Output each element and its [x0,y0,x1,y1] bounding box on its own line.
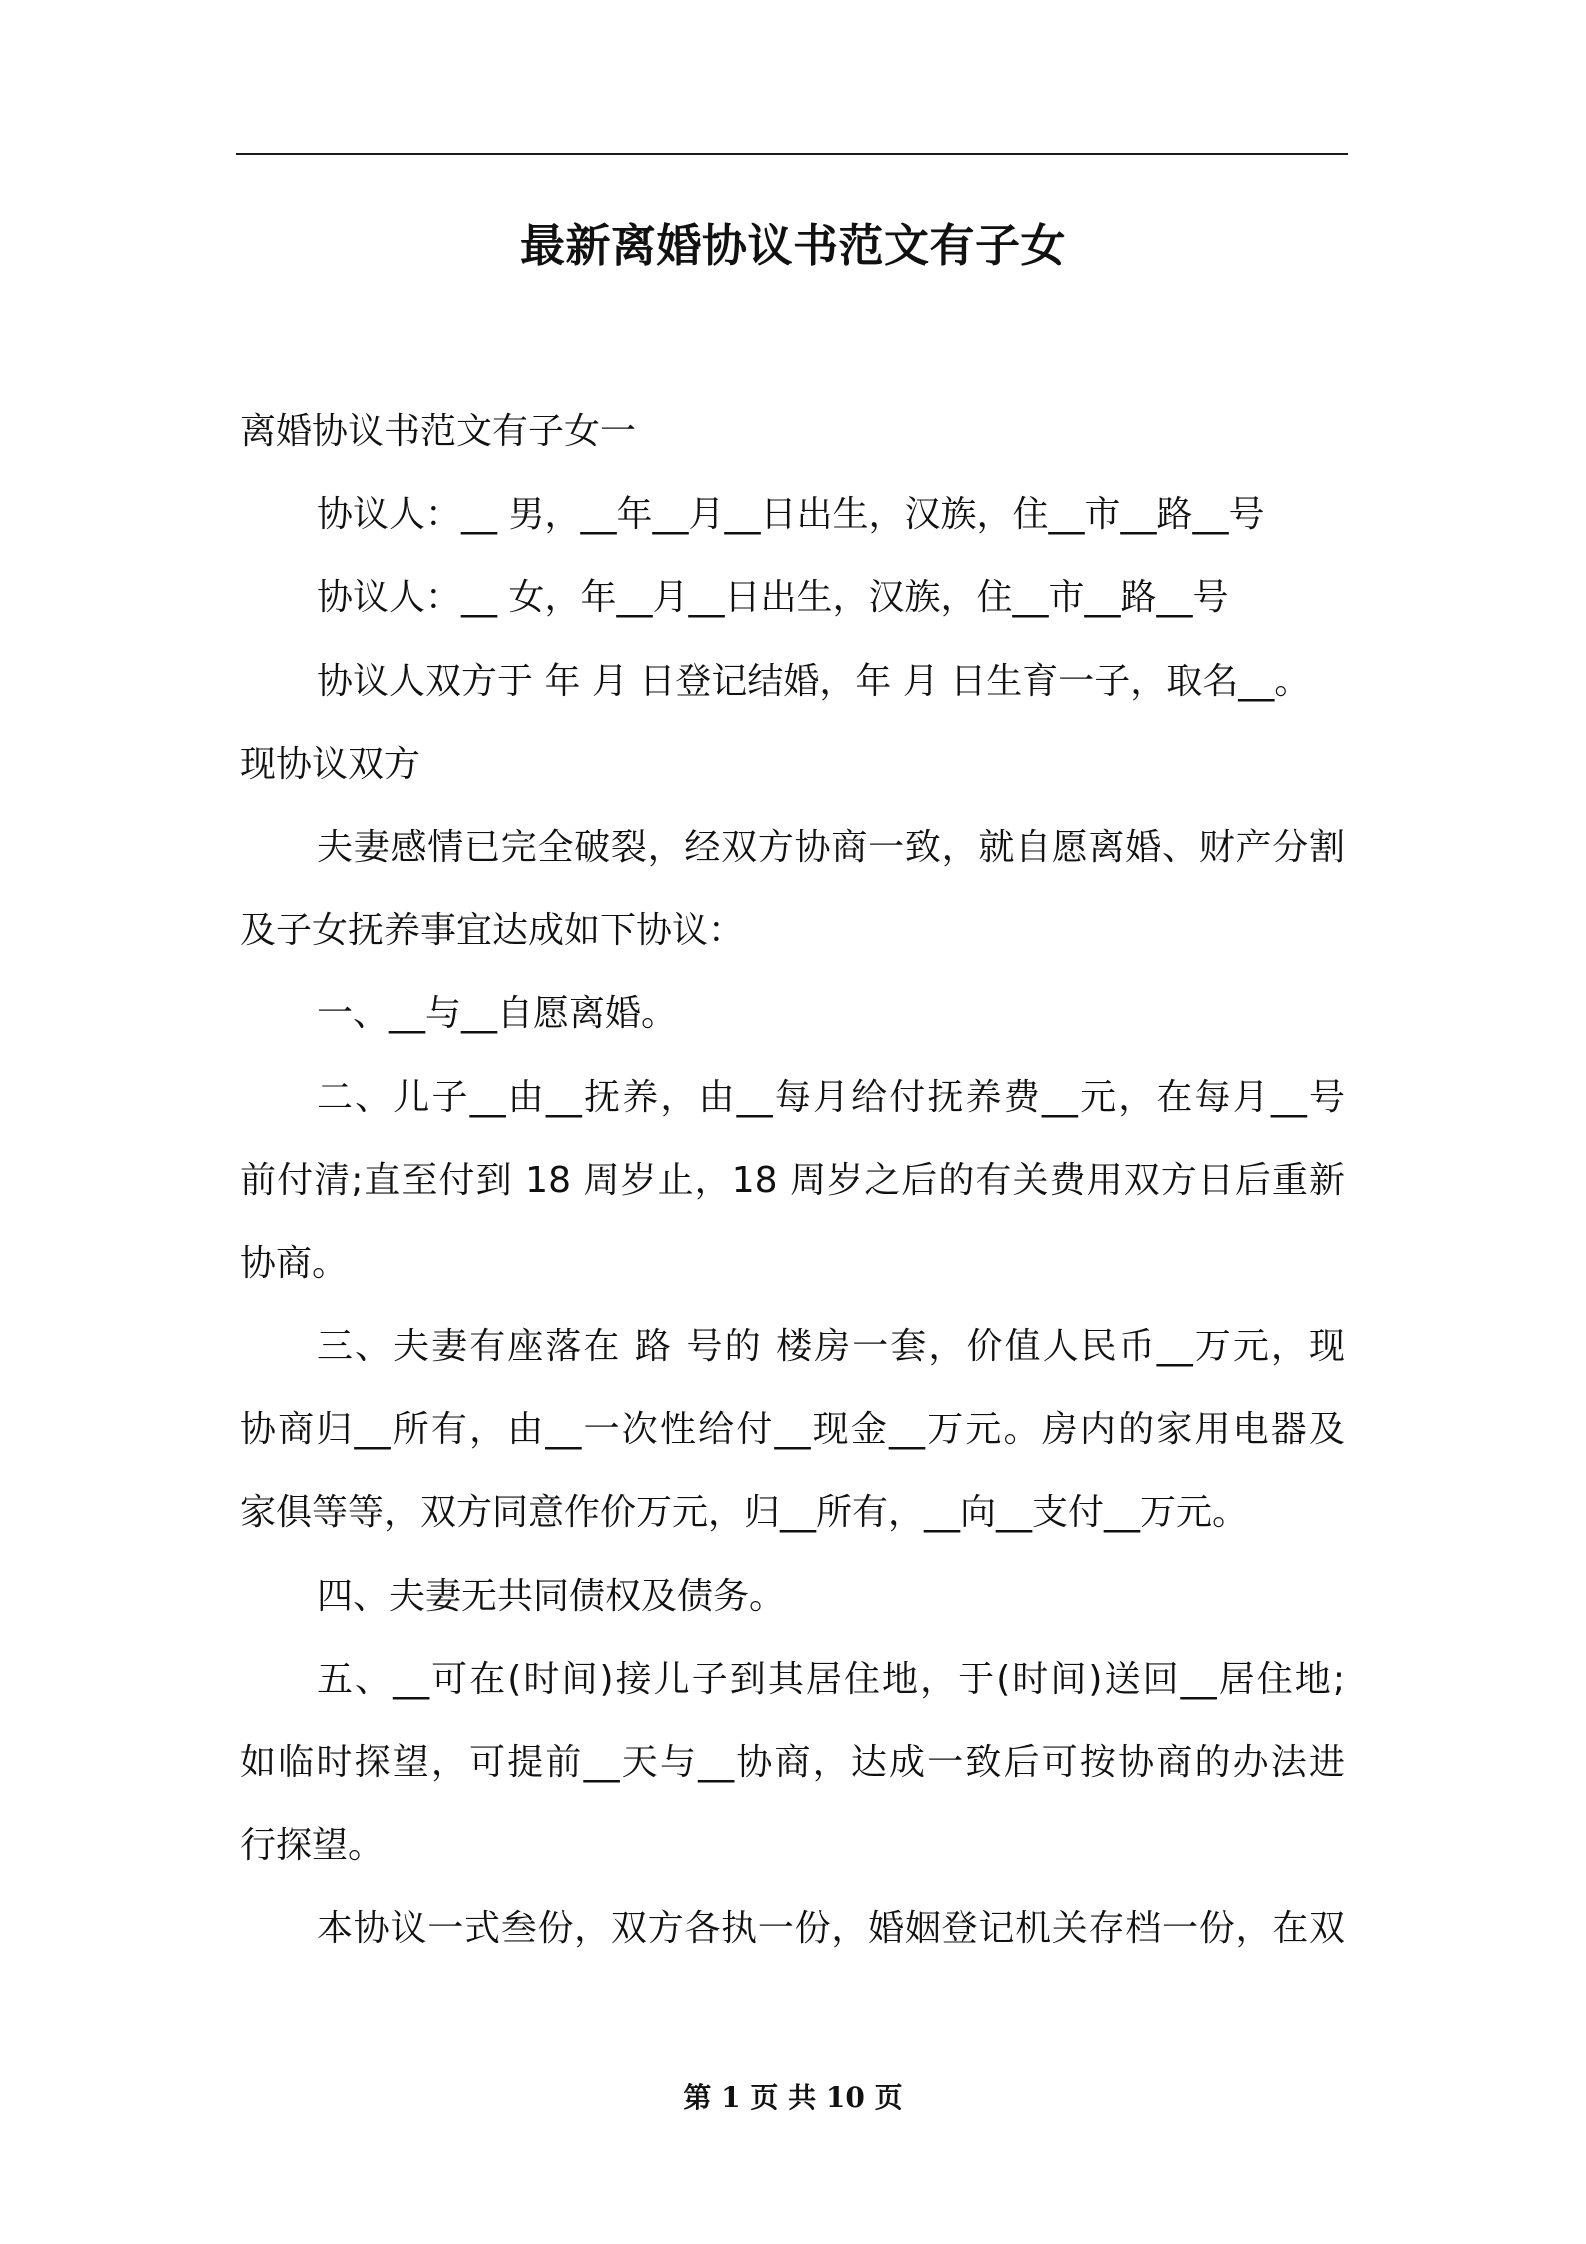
marriage-info-paragraph [240,640,1345,806]
page-number: 第 1 页 共 10 页 [683,2081,903,2114]
paragraph-line: 一、__与__自愿离婚。 [317,993,678,1035]
paragraph-line: 现协议双方 [240,743,421,785]
paragraph-line: 如临时探望，可提前__天与__协商，达成一致后可按协商的办法进 [240,1742,1345,1783]
agreement-intro-paragraph [240,806,1345,972]
paragraph-line: 夫妻感情已完全破裂，经双方协商一致，就自愿离婚、财产分割 [317,826,1345,868]
paragraph-line: 前付清;直至付到 18 周岁止，18 周岁之后的有关费用双方日后重新 [240,1159,1345,1201]
paragraph-line: 二、儿子__由__抚养，由__每月给付抚养费__元，在每月__号 [317,1076,1345,1118]
clause-2-paragraph [240,1056,1345,1306]
paragraph-line: 协议人：__ 男，__年__月__日出生，汉族，住__市__路__号 [317,494,1265,536]
paragraph-line: 家俱等等，双方同意作价万元，归__所有，__向__支付__万元。 [240,1492,1249,1534]
clause-1-paragraph [240,972,1345,1055]
paragraph-line: 行探望。 [240,1825,385,1867]
document-title: 最新离婚协议书范文有子女 [519,219,1066,272]
paragraph-line: 离婚协议书范文有子女一 [240,411,637,452]
paragraph-line: 协议人：__ 女，年__月__日出生，汉族，住__市__路__号 [317,577,1229,619]
paragraph-line: 协议人双方于 年 月 日登记结婚，年 月 日生育一子，取名__。 [317,660,1311,702]
paragraph-line: 协商。 [240,1242,349,1284]
document-body [240,390,1345,1971]
paragraph-line: 五、__可在(时间)接儿子到其居住地，于(时间)送回__居住地; [317,1658,1345,1700]
party-male-paragraph [240,473,1345,556]
clause-5-paragraph [240,1638,1345,1888]
header-rule [236,153,1348,155]
clause-3-paragraph [240,1305,1345,1555]
paragraph-line: 及子女抚养事宜达成如下协议： [240,910,745,952]
party-female-paragraph [240,556,1345,639]
section-heading [240,390,1345,473]
paragraph-line: 三、夫妻有座落在 路 号的 楼房一套，价值人民币__万元，现 [317,1326,1345,1368]
paragraph-line: 本协议一式叁份，双方各执一份，婚姻登记机关存档一份，在双 [317,1908,1345,1950]
paragraph-line: 四、夫妻无共同债权及债务。 [317,1575,786,1617]
clause-4-paragraph [240,1555,1345,1638]
copies-paragraph [240,1887,1345,1970]
paragraph-line: 协商归__所有，由__一次性给付__现金__万元。房内的家用电器及 [240,1409,1345,1451]
